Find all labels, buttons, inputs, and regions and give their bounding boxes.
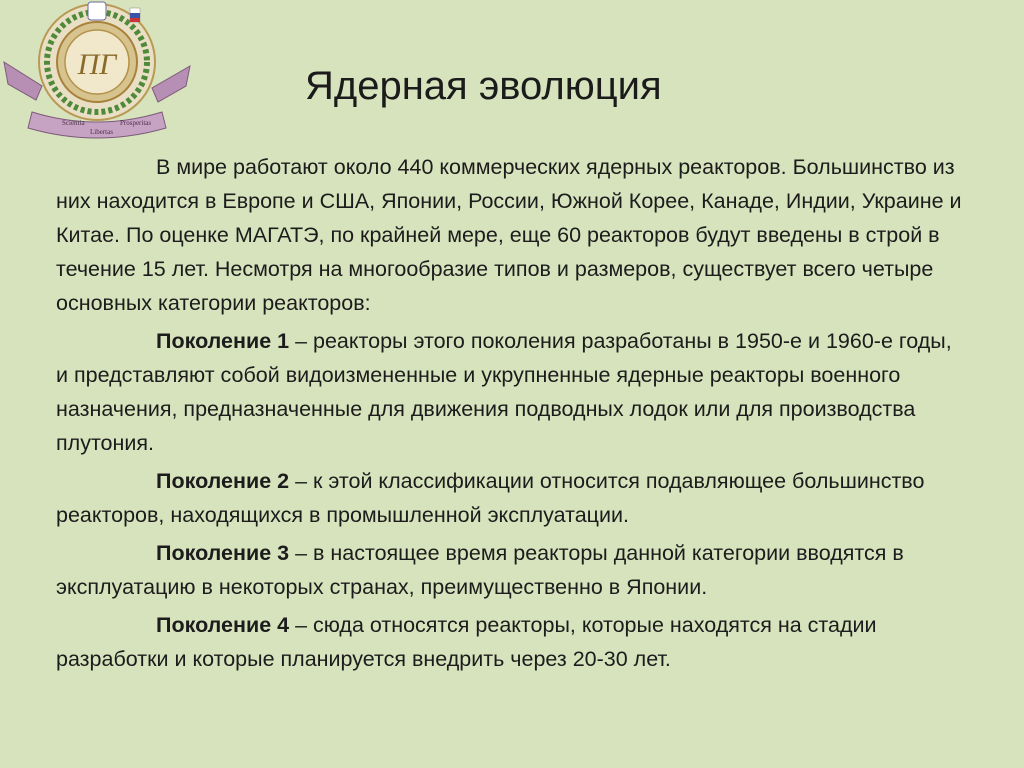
paragraph-text: – реакторы этого поколения разработаны в 1950-е и 1960-е годы, и представляют собой видоизмененные и укрупненные ядерные реакторы военного назначения, предназначенные для движения подводных лодок или для производства плутония. <box>56 329 952 455</box>
svg-text:Scientia: Scientia <box>62 119 85 127</box>
slide-body <box>56 150 966 680</box>
svg-text:Prosperitas: Prosperitas <box>120 119 152 127</box>
paragraph-generation-4 <box>56 608 966 676</box>
svg-text:Libertas: Libertas <box>90 128 113 136</box>
paragraph-lead: Поколение 3 <box>156 541 290 565</box>
paragraph-lead: Поколение 4 <box>156 613 290 637</box>
paragraph-text: – в настоящее время реакторы данной категории вводятся в эксплуатацию в некоторых странах, преимущественно в Японии. <box>56 541 904 599</box>
paragraph-lead: Поколение 2 <box>156 469 290 493</box>
svg-text:ПГ: ПГ <box>77 48 117 81</box>
paragraph-text: – сюда относятся реакторы, которые находятся на стадии разработки и которые планируется внедрить через 20-30 лет. <box>56 613 877 671</box>
paragraph-lead: Поколение 1 <box>156 329 290 353</box>
paragraph-text: – к этой классификации относится подавляющее большинство реакторов, находящихся в промышленной эксплуатации. <box>56 469 925 527</box>
paragraph-generation-3 <box>56 536 966 604</box>
paragraph-generation-2 <box>56 464 966 532</box>
paragraph-text: В мире работают около 440 коммерческих ядерных реакторов. Большинство из них находится в Европе и США, Японии, России, Южной Корее, Канаде, Индии, Украине и Китае. По оценке МАГАТЭ, по крайней мере, еще 60 реакторов будут введены в строй в течение 15 лет. Несмотря на многообразие типов и размеров, существует всего четыре основных категории реакторов: <box>56 155 962 315</box>
university-emblem-icon <box>2 0 192 145</box>
paragraph-generation-1 <box>56 324 966 460</box>
paragraph-intro <box>56 150 966 320</box>
slide-title: Ядерная эволюция <box>305 64 662 108</box>
